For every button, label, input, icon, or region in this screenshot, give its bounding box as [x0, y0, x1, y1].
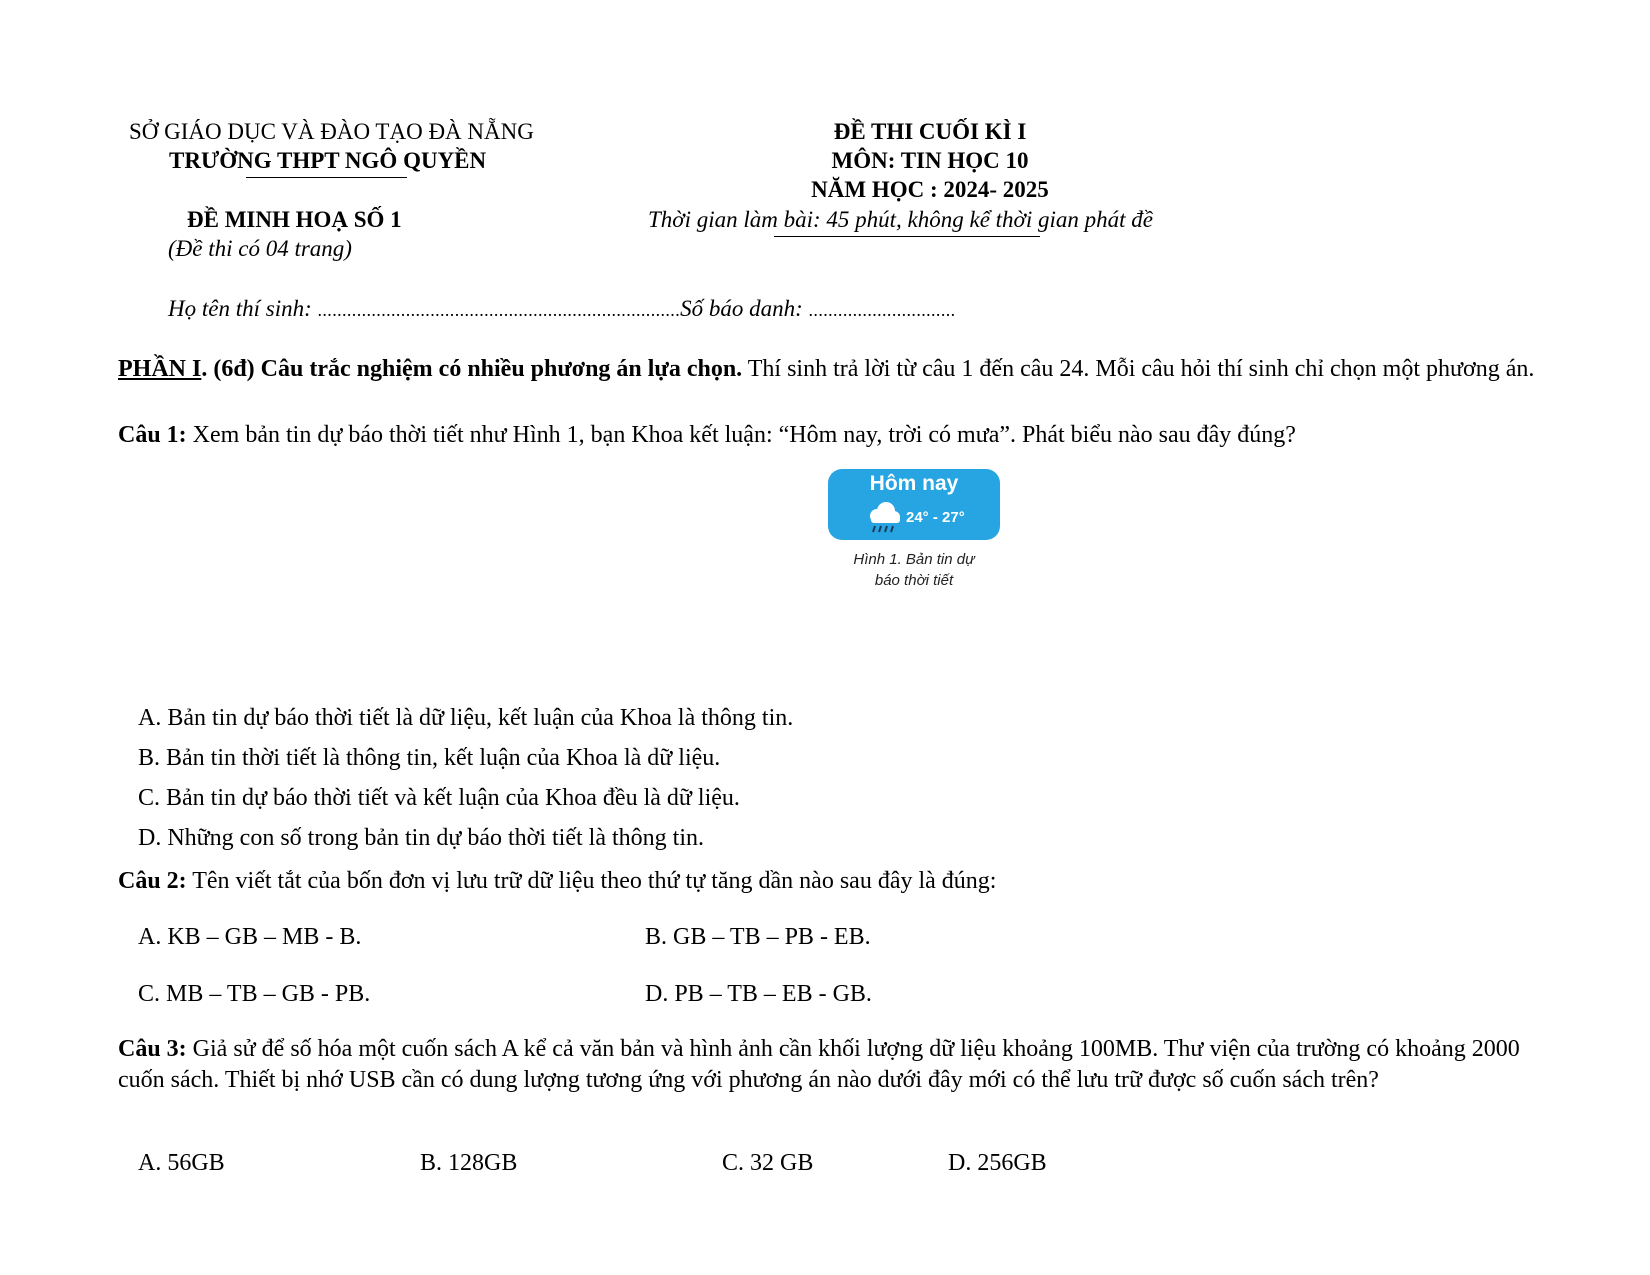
exam-subject: MÔN: TIN HỌC 10	[831, 148, 1029, 173]
question-3-label: Câu 3:	[118, 1036, 187, 1062]
question-1-option-d: D. Những con số trong bản tin dự báo thời tiết là thông tin.	[138, 825, 704, 851]
part-1-instructions: Thí sinh trả lời từ câu 1 đến câu 24. Mỗi câu hỏi thí sinh chỉ chọn một phương án.	[742, 356, 1535, 382]
student-id-label: Số báo danh:	[680, 296, 809, 321]
student-name-blank: ..........................................................................	[317, 300, 681, 320]
question-1	[118, 420, 1558, 451]
school-name: TRƯỜNG THPT NGÔ QUYỀN	[169, 148, 487, 173]
question-3-option-a: A. 56GB	[138, 1150, 225, 1176]
weather-temperature: 24° - 27°	[906, 509, 965, 526]
question-2	[118, 866, 1558, 897]
school-underline	[246, 177, 407, 178]
exam-title: ĐỀ THI CUỐI KÌ I	[833, 119, 1027, 144]
question-2-option-b: B. GB – TB – PB - EB.	[645, 924, 871, 950]
question-2-option-c: C. MB – TB – GB - PB.	[138, 981, 371, 1007]
part-1-intro	[118, 354, 1558, 385]
question-2-text: Tên viết tắt của bốn đơn vị lưu trữ dữ liệu theo thứ tự tăng dần nào sau đây là đúng:	[186, 868, 997, 894]
question-3-text: Giả sử để số hóa một cuốn sách A kể cả văn bản và hình ảnh cần khối lượng dữ liệu khoảng 100MB. Thư viện của trường có khoảng 2000 cuốn sách. Thiết bị nhớ USB cần có dung lượng tương ứng với phương án nào dưới đây mới có thể lưu trữ được số cuốn sách trên?	[118, 1036, 1520, 1093]
question-2-option-d: D. PB – TB – EB - GB.	[645, 981, 872, 1007]
question-1-option-b: B. Bản tin thời tiết là thông tin, kết luận của Khoa là dữ liệu.	[138, 745, 721, 771]
weather-forecast-figure	[828, 469, 1000, 540]
figure-caption	[828, 549, 1000, 591]
student-id-blank: ..............................	[808, 300, 956, 320]
question-2-label: Câu 2:	[118, 868, 187, 894]
weather-title: Hôm nay	[869, 472, 959, 495]
exam-time: Thời gian làm bài: 45 phút, không kể thời gian phát đề	[648, 207, 1153, 232]
figure-caption-line-2: báo thời tiết	[874, 572, 954, 589]
time-underline	[774, 236, 1040, 237]
part-1-points: . (6đ) Câu trắc nghiệm có nhiều phương án lựa chọn.	[201, 356, 743, 382]
question-1-label: Câu 1:	[118, 422, 187, 448]
question-3-option-d: D. 256GB	[948, 1150, 1047, 1176]
question-3-option-b: B. 128GB	[420, 1150, 518, 1176]
student-name-label: Họ tên thí sinh:	[168, 296, 318, 321]
page-count: (Đề thi có 04 trang)	[168, 236, 352, 261]
rain-cloud-icon	[864, 499, 904, 535]
question-3	[118, 1034, 1558, 1096]
question-1-option-c: C. Bản tin dự báo thời tiết và kết luận của Khoa đều là dữ liệu.	[138, 785, 740, 811]
sample-exam-label: ĐỀ MINH HOẠ SỐ 1	[187, 207, 402, 232]
question-1-text: Xem bản tin dự báo thời tiết như Hình 1, bạn Khoa kết luận: “Hôm nay, trời có mưa”. Phát biểu nào sau đây đúng?	[186, 422, 1296, 448]
student-info-line	[168, 296, 956, 322]
department-name: SỞ GIÁO DỤC VÀ ĐÀO TẠO ĐÀ NẴNG	[129, 119, 534, 144]
question-1-option-a: A. Bản tin dự báo thời tiết là dữ liệu, kết luận của Khoa là thông tin.	[138, 705, 794, 731]
school-year: NĂM HỌC : 2024- 2025	[811, 177, 1049, 202]
question-3-option-c: C. 32 GB	[722, 1150, 814, 1176]
question-2-option-a: A. KB – GB – MB - B.	[138, 924, 362, 950]
part-1-heading: PHẦN I	[118, 356, 202, 382]
figure-caption-line-1: Hình 1. Bản tin dự	[853, 551, 975, 568]
